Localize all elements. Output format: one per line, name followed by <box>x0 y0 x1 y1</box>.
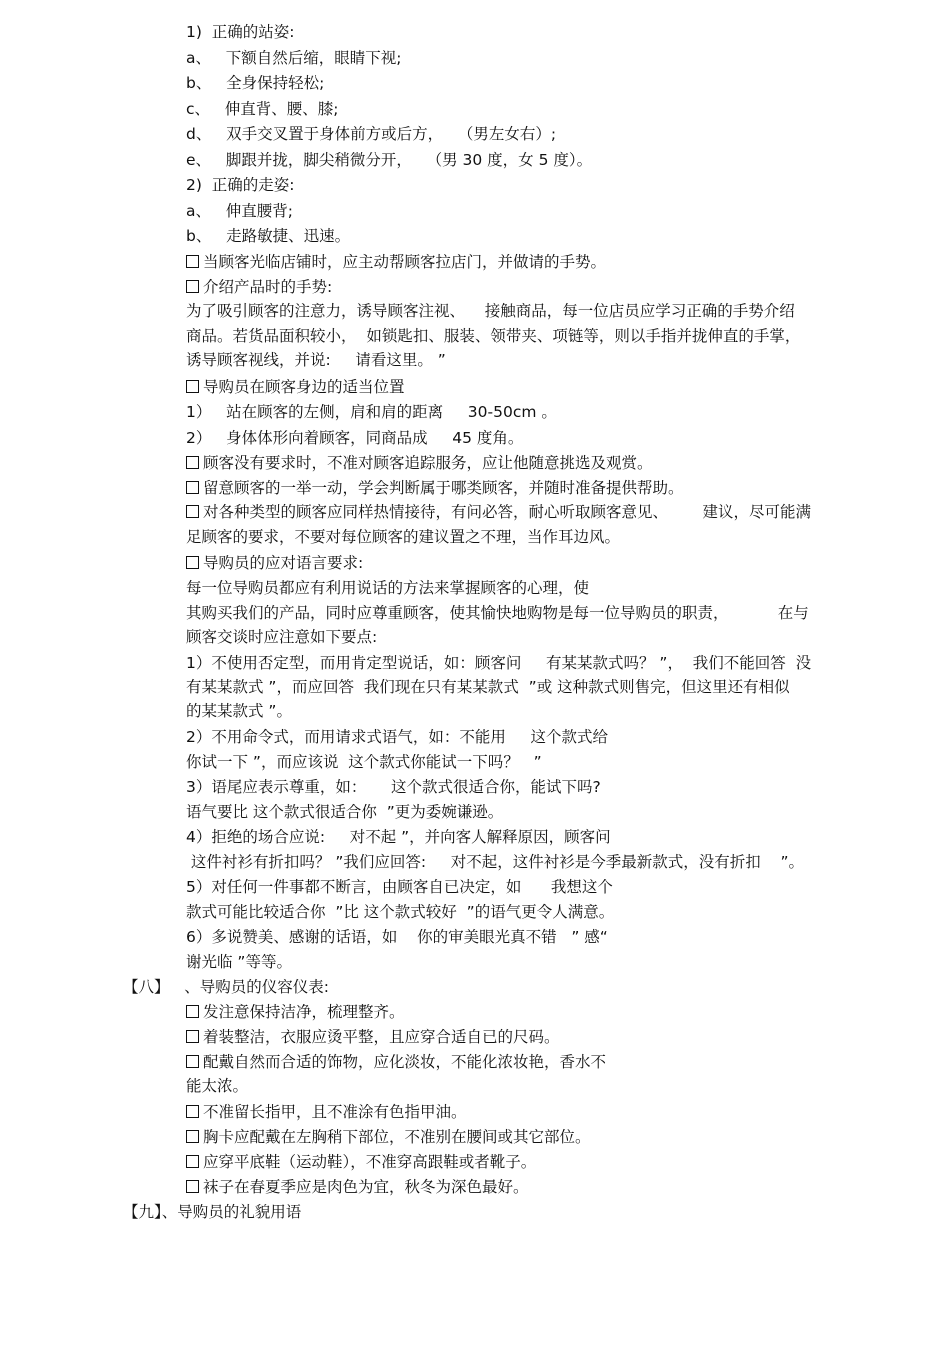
text-line: 导购员的应对语言要求: <box>203 554 364 572</box>
text-line: 1）不使用否定型，而用肯定型说话，如：顾客问 有某某款式吗？ ”， 我们不能回答 没 <box>186 654 812 672</box>
text-line: 胸卡应配戴在左胸稍下部位，不准别在腰间或其它部位。 <box>203 1128 591 1146</box>
text-line: 应穿平底鞋（运动鞋），不准穿高跟鞋或者靴子。 <box>203 1153 537 1171</box>
text-line: b、 全身保持轻松; <box>186 74 325 92</box>
text-line: 发注意保持洁净，梳理整齐。 <box>203 1003 405 1021</box>
text-line: 能太浓。 <box>186 1077 249 1095</box>
text-line: 对各种类型的顾客应同样热情接待，有问必答，耐心听取顾客意见、 建议，尽可能满 <box>203 503 811 521</box>
bullet-line <box>186 377 405 397</box>
text-line: 商品。若货品面积较小， 如锁匙扣、服装、领带夹、项链等，则以手指并拢伸直的手掌， <box>186 327 801 345</box>
bullet-line <box>186 1127 591 1147</box>
checkbox-bullet-icon <box>186 481 199 494</box>
text-line: d、 双手交叉置于身体前方或后方， （男左女右）; <box>186 125 557 143</box>
text-line: 谢光临 ”等等。 <box>186 953 292 971</box>
checkbox-bullet-icon <box>186 505 199 518</box>
bullet-line <box>186 553 363 573</box>
text-line: 1) 正确的站姿: <box>186 23 295 41</box>
bullet-line <box>186 1027 560 1047</box>
text-line: 留意顾客的一举一动，学会判断属于哪类顾客，并随时准备提供帮助。 <box>203 479 684 497</box>
text-line: 顾客交谈时应注意如下要点: <box>186 628 378 646</box>
text-line: 每一位导购员都应有利用说话的方法来掌握顾客的心理，使 <box>186 579 590 597</box>
text-line: 其购买我们的产品，同时应尊重顾客，使其愉快地购物是每一位导购员的职责， 在与 <box>186 604 809 622</box>
text-line: 不准留长指甲，且不准涂有色指甲油。 <box>203 1103 467 1121</box>
bullet-line <box>186 1052 606 1072</box>
checkbox-bullet-icon <box>186 1130 199 1143</box>
bullet-line <box>186 1177 529 1197</box>
checkbox-bullet-icon <box>186 380 199 393</box>
checkbox-bullet-icon <box>186 556 199 569</box>
text-line: 3）语尾应表示尊重，如： 这个款式很适合你，能试下吗? <box>186 778 601 796</box>
text-line: 这件衬衫有折扣吗？ ”我们应回答: 对不起，这件衬衫是今季最新款式，没有折扣 ”。 <box>186 853 804 871</box>
text-line: 配戴自然而合适的饰物，应化淡妆，不能化浓妆艳，香水不 <box>203 1053 607 1071</box>
bullet-line <box>186 478 684 498</box>
bullet-line <box>186 1152 536 1172</box>
checkbox-bullet-icon <box>186 456 199 469</box>
text-line: b、 走路敏捷、迅速。 <box>186 227 351 245</box>
text-line: a、 伸直腰背; <box>186 202 294 220</box>
bullet-line <box>186 277 332 297</box>
text-line: 为了吸引顾客的注意力，诱导顾客注视、 接触商品，每一位店员应学习正确的手势介绍 <box>186 302 795 320</box>
text-line: 当顾客光临店铺时，应主动帮顾客拉店门，并做请的手势。 <box>203 253 607 271</box>
checkbox-bullet-icon <box>186 1105 199 1118</box>
bullet-line <box>186 453 653 473</box>
text-line: a、 下额自然后缩，眼睛下视; <box>186 49 402 67</box>
bullet-line <box>186 1002 405 1022</box>
text-line: 你试一下 ”，而应该说 这个款式你能试一下吗？ ” <box>186 753 542 771</box>
bullet-line <box>186 1102 467 1122</box>
text-line: 介绍产品时的手势: <box>203 278 333 296</box>
text-line: 2) 正确的走姿: <box>186 176 295 194</box>
text-line: 2） 身体体形向着顾客，同商品成 45 度角。 <box>186 429 524 447</box>
checkbox-bullet-icon <box>186 1055 199 1068</box>
text-line: 有某某款式 ”，而应回答 我们现在只有某某款式 ”或 这种款式则售完，但这里还有相似 <box>186 678 790 696</box>
text-line: 导购员在顾客身边的适当位置 <box>203 378 405 396</box>
checkbox-bullet-icon <box>186 1155 199 1168</box>
text-line: 诱导顾客视线，并说: 请看这里。 ” <box>186 351 446 369</box>
text-line: 语气要比 这个款式很适合你 ”更为委婉谦逊。 <box>186 803 504 821</box>
checkbox-bullet-icon <box>186 1030 199 1043</box>
text-line: 的某某款式 ”。 <box>186 702 292 720</box>
text-line: 着装整洁，衣服应烫平整，且应穿合适自已的尺码。 <box>203 1028 560 1046</box>
section-heading: 【九】、导购员的礼貌用语 <box>123 1203 302 1221</box>
text-line: 4）拒绝的场合应说: 对不起 ”，并向客人解释原因，顾客问 <box>186 828 611 846</box>
bullet-line <box>186 252 606 272</box>
text-line: 袜子在春夏季应是肉色为宜，秋冬为深色最好。 <box>203 1178 529 1196</box>
text-line: 1） 站在顾客的左侧，肩和肩的距离 30-50cm 。 <box>186 403 557 421</box>
checkbox-bullet-icon <box>186 1180 199 1193</box>
text-line: 6）多说赞美、感谢的话语，如 你的审美眼光真不错 ” 感“ <box>186 928 608 946</box>
text-line: 2）不用命令式，而用请求式语气，如：不能用 这个款式给 <box>186 728 608 746</box>
checkbox-bullet-icon <box>186 1005 199 1018</box>
text-line: c、 伸直背、腰、膝; <box>186 100 339 118</box>
text-line: e、 脚跟并拢，脚尖稍微分开， （男 30 度，女 5 度）。 <box>186 151 593 169</box>
text-line: 足顾客的要求，不要对每位顾客的建议置之不理，当作耳边风。 <box>186 528 621 546</box>
text-line: 5）对任何一件事都不断言，由顾客自已决定，如 我想这个 <box>186 878 613 896</box>
checkbox-bullet-icon <box>186 255 199 268</box>
bullet-line <box>186 502 811 522</box>
checkbox-bullet-icon <box>186 280 199 293</box>
text-line: 款式可能比较适合你 ”比 这个款式较好 ”的语气更令人满意。 <box>186 903 615 921</box>
section-heading: 【八】 、导购员的仪容仪表: <box>123 978 330 996</box>
text-line: 顾客没有要求时，不准对顾客追踪服务，应让他随意挑选及观赏。 <box>203 454 653 472</box>
